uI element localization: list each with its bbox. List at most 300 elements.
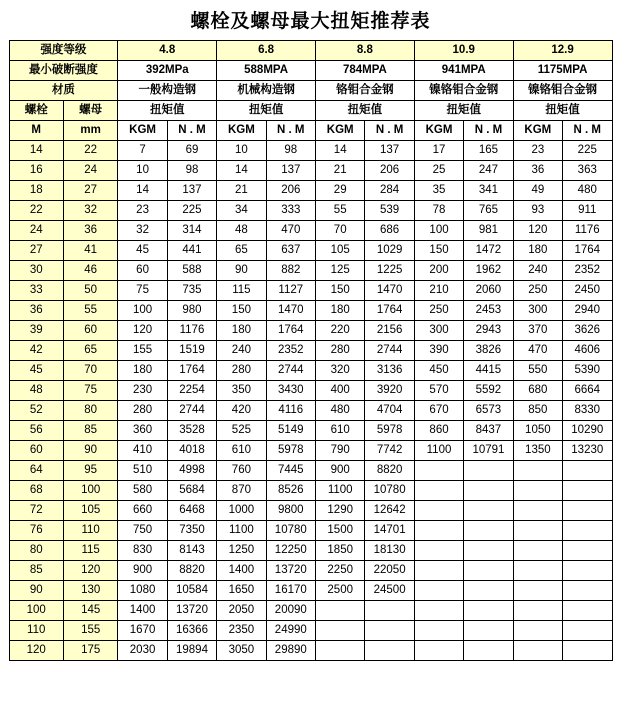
cell-torque-nm: 735 [167, 281, 216, 301]
cell-torque-kgm: 390 [414, 341, 463, 361]
cell-torque-kgm: 48 [217, 221, 266, 241]
cell-torque-nm: 2453 [464, 301, 513, 321]
strength-grade-1: 4.8 [118, 41, 217, 61]
cell-torque-nm: 588 [167, 261, 216, 281]
cell-torque-nm: 441 [167, 241, 216, 261]
cell-torque-kgm: 240 [513, 261, 562, 281]
table-row [9, 321, 612, 341]
cell-torque-kgm: 900 [118, 561, 167, 581]
cell-nut-size: 155 [63, 621, 117, 641]
cell-empty [563, 561, 612, 581]
cell-torque-nm: 137 [167, 181, 216, 201]
material-5: 镍铬钼合金钢 [513, 81, 612, 101]
strength-grade-4: 10.9 [414, 41, 513, 61]
cell-torque-nm: 8526 [266, 481, 315, 501]
cell-nut-size: 22 [63, 141, 117, 161]
cell-nut-size: 27 [63, 181, 117, 201]
cell-torque-kgm: 580 [118, 481, 167, 501]
cell-empty [563, 481, 612, 501]
row-min-break-strength [9, 61, 612, 81]
cell-torque-kgm: 25 [414, 161, 463, 181]
cell-torque-kgm: 21 [217, 181, 266, 201]
cell-bolt-size: 42 [9, 341, 63, 361]
cell-torque-nm: 20090 [266, 601, 315, 621]
cell-torque-kgm: 35 [414, 181, 463, 201]
cell-torque-nm: 363 [563, 161, 612, 181]
cell-torque-kgm: 250 [513, 281, 562, 301]
cell-torque-nm: 911 [563, 201, 612, 221]
cell-torque-nm: 1519 [167, 341, 216, 361]
cell-torque-nm: 7350 [167, 521, 216, 541]
cell-empty [414, 461, 463, 481]
cell-torque-kgm: 320 [316, 361, 365, 381]
cell-torque-nm: 4116 [266, 401, 315, 421]
cell-torque-kgm: 280 [118, 401, 167, 421]
cell-torque-nm: 980 [167, 301, 216, 321]
cell-nut-size: 115 [63, 541, 117, 561]
cell-torque-kgm: 610 [217, 441, 266, 461]
min-break-4: 941MPA [414, 61, 513, 81]
cell-torque-nm: 13230 [563, 441, 612, 461]
cell-nut-size: 75 [63, 381, 117, 401]
cell-torque-nm: 7742 [365, 441, 414, 461]
cell-nut-size: 32 [63, 201, 117, 221]
torque-label-2: 扭矩值 [217, 101, 316, 121]
cell-torque-nm: 137 [365, 141, 414, 161]
cell-torque-nm: 4415 [464, 361, 513, 381]
cell-torque-kgm: 1250 [217, 541, 266, 561]
cell-torque-nm: 2254 [167, 381, 216, 401]
table-row [9, 581, 612, 601]
cell-empty [563, 501, 612, 521]
table-row [9, 341, 612, 361]
material-1: 一般构造钢 [118, 81, 217, 101]
cell-empty [464, 601, 513, 621]
cell-torque-nm: 19894 [167, 641, 216, 661]
cell-torque-kgm: 480 [316, 401, 365, 421]
cell-empty [316, 601, 365, 621]
cell-torque-kgm: 2350 [217, 621, 266, 641]
table-row [9, 381, 612, 401]
cell-torque-nm: 225 [167, 201, 216, 221]
cell-torque-nm: 18130 [365, 541, 414, 561]
cell-empty [513, 641, 562, 661]
cell-bolt-size: 33 [9, 281, 63, 301]
material-4: 镍铬钼合金钢 [414, 81, 513, 101]
table-row [9, 501, 612, 521]
cell-empty [464, 541, 513, 561]
cell-empty [414, 641, 463, 661]
cell-torque-kgm: 1100 [316, 481, 365, 501]
cell-nut-size: 175 [63, 641, 117, 661]
cell-torque-kgm: 660 [118, 501, 167, 521]
cell-torque-nm: 2744 [365, 341, 414, 361]
cell-torque-kgm: 680 [513, 381, 562, 401]
cell-torque-kgm: 14 [217, 161, 266, 181]
cell-torque-nm: 8437 [464, 421, 513, 441]
cell-nut-size: 60 [63, 321, 117, 341]
cell-torque-nm: 5390 [563, 361, 612, 381]
cell-torque-nm: 6468 [167, 501, 216, 521]
cell-torque-kgm: 420 [217, 401, 266, 421]
cell-nut-size: 24 [63, 161, 117, 181]
cell-torque-nm: 637 [266, 241, 315, 261]
cell-torque-kgm: 900 [316, 461, 365, 481]
cell-empty [513, 561, 562, 581]
cell-torque-kgm: 55 [316, 201, 365, 221]
cell-torque-nm: 2940 [563, 301, 612, 321]
cell-torque-kgm: 125 [316, 261, 365, 281]
cell-torque-kgm: 120 [513, 221, 562, 241]
unit-nm-5: N . M [563, 121, 612, 141]
cell-empty [464, 561, 513, 581]
row-material [9, 81, 612, 101]
unit-kgm-4: KGM [414, 121, 463, 141]
table-row [9, 221, 612, 241]
cell-torque-kgm: 1670 [118, 621, 167, 641]
torque-label-5: 扭矩值 [513, 101, 612, 121]
table-row [9, 621, 612, 641]
cell-torque-nm: 3920 [365, 381, 414, 401]
cell-torque-kgm: 870 [217, 481, 266, 501]
cell-nut-size: 80 [63, 401, 117, 421]
cell-empty [365, 641, 414, 661]
cell-torque-nm: 3528 [167, 421, 216, 441]
cell-torque-kgm: 450 [414, 361, 463, 381]
cell-empty [414, 541, 463, 561]
cell-torque-nm: 1764 [266, 321, 315, 341]
cell-torque-nm: 5978 [266, 441, 315, 461]
cell-torque-nm: 7445 [266, 461, 315, 481]
cell-bolt-size: 48 [9, 381, 63, 401]
cell-torque-nm: 14701 [365, 521, 414, 541]
cell-empty [563, 601, 612, 621]
cell-nut-size: 36 [63, 221, 117, 241]
cell-nut-size: 50 [63, 281, 117, 301]
cell-bolt-size: 85 [9, 561, 63, 581]
cell-torque-nm: 1470 [365, 281, 414, 301]
cell-torque-nm: 8820 [167, 561, 216, 581]
cell-torque-nm: 13720 [167, 601, 216, 621]
cell-torque-kgm: 370 [513, 321, 562, 341]
cell-torque-kgm: 150 [217, 301, 266, 321]
cell-torque-kgm: 90 [217, 261, 266, 281]
cell-torque-nm: 206 [266, 181, 315, 201]
cell-torque-kgm: 180 [217, 321, 266, 341]
cell-nut-size: 65 [63, 341, 117, 361]
cell-torque-nm: 882 [266, 261, 315, 281]
cell-torque-nm: 29890 [266, 641, 315, 661]
table-row [9, 401, 612, 421]
cell-torque-kgm: 45 [118, 241, 167, 261]
cell-empty [365, 621, 414, 641]
nut-label: 螺母 [63, 101, 117, 121]
cell-torque-kgm: 180 [513, 241, 562, 261]
cell-torque-nm: 480 [563, 181, 612, 201]
cell-empty [513, 621, 562, 641]
cell-torque-nm: 13720 [266, 561, 315, 581]
cell-torque-kgm: 3050 [217, 641, 266, 661]
cell-empty [563, 621, 612, 641]
cell-bolt-size: 30 [9, 261, 63, 281]
cell-torque-nm: 6573 [464, 401, 513, 421]
cell-empty [513, 521, 562, 541]
cell-torque-nm: 10584 [167, 581, 216, 601]
cell-torque-kgm: 7 [118, 141, 167, 161]
cell-bolt-size: 22 [9, 201, 63, 221]
cell-torque-kgm: 510 [118, 461, 167, 481]
cell-torque-kgm: 1350 [513, 441, 562, 461]
cell-torque-kgm: 300 [513, 301, 562, 321]
cell-torque-kgm: 14 [118, 181, 167, 201]
cell-torque-nm: 2744 [167, 401, 216, 421]
cell-torque-kgm: 150 [316, 281, 365, 301]
cell-torque-kgm: 610 [316, 421, 365, 441]
cell-torque-kgm: 470 [513, 341, 562, 361]
cell-bolt-size: 56 [9, 421, 63, 441]
cell-bolt-size: 60 [9, 441, 63, 461]
cell-nut-size: 46 [63, 261, 117, 281]
cell-torque-kgm: 850 [513, 401, 562, 421]
cell-empty [513, 581, 562, 601]
torque-label-3: 扭矩值 [316, 101, 415, 121]
cell-nut-size: 90 [63, 441, 117, 461]
cell-torque-kgm: 60 [118, 261, 167, 281]
cell-bolt-size: 72 [9, 501, 63, 521]
cell-torque-kgm: 410 [118, 441, 167, 461]
cell-torque-kgm: 105 [316, 241, 365, 261]
cell-torque-kgm: 75 [118, 281, 167, 301]
cell-torque-kgm: 280 [316, 341, 365, 361]
table-row [9, 641, 612, 661]
cell-torque-kgm: 180 [316, 301, 365, 321]
cell-torque-nm: 4606 [563, 341, 612, 361]
cell-torque-nm: 98 [167, 161, 216, 181]
table-row [9, 561, 612, 581]
cell-bolt-size: 100 [9, 601, 63, 621]
cell-empty [513, 461, 562, 481]
cell-torque-kgm: 760 [217, 461, 266, 481]
cell-empty [563, 461, 612, 481]
cell-torque-nm: 2943 [464, 321, 513, 341]
cell-torque-kgm: 250 [414, 301, 463, 321]
cell-torque-nm: 24990 [266, 621, 315, 641]
cell-torque-nm: 539 [365, 201, 414, 221]
cell-bolt-size: 36 [9, 301, 63, 321]
cell-torque-nm: 24500 [365, 581, 414, 601]
cell-torque-nm: 98 [266, 141, 315, 161]
cell-bolt-size: 120 [9, 641, 63, 661]
cell-torque-kgm: 49 [513, 181, 562, 201]
cell-bolt-size: 110 [9, 621, 63, 641]
cell-nut-size: 41 [63, 241, 117, 261]
unit-kgm-3: KGM [316, 121, 365, 141]
cell-torque-kgm: 400 [316, 381, 365, 401]
cell-bolt-size: 24 [9, 221, 63, 241]
table-row [9, 441, 612, 461]
cell-torque-kgm: 155 [118, 341, 167, 361]
cell-torque-nm: 69 [167, 141, 216, 161]
cell-torque-kgm: 1080 [118, 581, 167, 601]
cell-empty [316, 641, 365, 661]
torque-label-4: 扭矩值 [414, 101, 513, 121]
cell-empty [513, 601, 562, 621]
cell-torque-nm: 8143 [167, 541, 216, 561]
cell-nut-size: 70 [63, 361, 117, 381]
table-row [9, 601, 612, 621]
unit-kgm-5: KGM [513, 121, 562, 141]
table-row [9, 161, 612, 181]
strength-grade-3: 8.8 [316, 41, 415, 61]
material-3: 铬钼合金钢 [316, 81, 415, 101]
cell-torque-kgm: 240 [217, 341, 266, 361]
cell-nut-size: 130 [63, 581, 117, 601]
table-row [9, 301, 612, 321]
cell-torque-nm: 206 [365, 161, 414, 181]
cell-torque-kgm: 65 [217, 241, 266, 261]
cell-torque-nm: 4704 [365, 401, 414, 421]
unit-kgm-1: KGM [118, 121, 167, 141]
cell-empty [464, 481, 513, 501]
cell-torque-nm: 1029 [365, 241, 414, 261]
cell-torque-nm: 981 [464, 221, 513, 241]
cell-torque-kgm: 750 [118, 521, 167, 541]
cell-torque-nm: 4018 [167, 441, 216, 461]
cell-torque-nm: 2352 [266, 341, 315, 361]
cell-torque-nm: 247 [464, 161, 513, 181]
strength-grade-5: 12.9 [513, 41, 612, 61]
torque-table [9, 40, 613, 661]
material-label: 材质 [9, 81, 118, 101]
cell-torque-kgm: 860 [414, 421, 463, 441]
unit-nm-2: N . M [266, 121, 315, 141]
unit-nm-1: N . M [167, 121, 216, 141]
cell-torque-nm: 9800 [266, 501, 315, 521]
cell-nut-size: 100 [63, 481, 117, 501]
cell-torque-nm: 12250 [266, 541, 315, 561]
table-row [9, 261, 612, 281]
cell-torque-kgm: 17 [414, 141, 463, 161]
cell-bolt-size: 39 [9, 321, 63, 341]
cell-torque-nm: 3136 [365, 361, 414, 381]
cell-nut-size: 120 [63, 561, 117, 581]
table-row [9, 461, 612, 481]
cell-torque-kgm: 100 [118, 301, 167, 321]
cell-empty [365, 601, 414, 621]
table-row [9, 421, 612, 441]
cell-empty [414, 601, 463, 621]
cell-torque-nm: 3626 [563, 321, 612, 341]
cell-torque-kgm: 1400 [217, 561, 266, 581]
cell-bolt-size: 14 [9, 141, 63, 161]
cell-empty [464, 621, 513, 641]
cell-empty [563, 521, 612, 541]
material-2: 机械构造钢 [217, 81, 316, 101]
cell-torque-kgm: 2050 [217, 601, 266, 621]
cell-torque-nm: 686 [365, 221, 414, 241]
cell-torque-nm: 16366 [167, 621, 216, 641]
cell-torque-kgm: 1050 [513, 421, 562, 441]
cell-torque-nm: 5149 [266, 421, 315, 441]
cell-bolt-size: 52 [9, 401, 63, 421]
cell-torque-nm: 314 [167, 221, 216, 241]
cell-torque-kgm: 100 [414, 221, 463, 241]
strength-grade-2: 6.8 [217, 41, 316, 61]
table-row [9, 141, 612, 161]
cell-torque-kgm: 1100 [414, 441, 463, 461]
cell-torque-nm: 765 [464, 201, 513, 221]
cell-bolt-size: 76 [9, 521, 63, 541]
cell-empty [513, 501, 562, 521]
cell-torque-nm: 137 [266, 161, 315, 181]
cell-bolt-size: 27 [9, 241, 63, 261]
cell-torque-kgm: 180 [118, 361, 167, 381]
cell-torque-nm: 1764 [167, 361, 216, 381]
table-row [9, 281, 612, 301]
cell-torque-nm: 1176 [167, 321, 216, 341]
cell-empty [464, 461, 513, 481]
cell-torque-kgm: 1500 [316, 521, 365, 541]
cell-torque-kgm: 525 [217, 421, 266, 441]
cell-torque-kgm: 210 [414, 281, 463, 301]
cell-torque-nm: 8820 [365, 461, 414, 481]
table-row [9, 361, 612, 381]
cell-empty [464, 581, 513, 601]
cell-torque-nm: 1176 [563, 221, 612, 241]
cell-torque-nm: 10780 [365, 481, 414, 501]
cell-torque-nm: 1962 [464, 261, 513, 281]
cell-bolt-size: 80 [9, 541, 63, 561]
cell-nut-size: 105 [63, 501, 117, 521]
cell-torque-nm: 5684 [167, 481, 216, 501]
table-row [9, 201, 612, 221]
cell-nut-size: 110 [63, 521, 117, 541]
cell-empty [563, 541, 612, 561]
cell-torque-kgm: 1000 [217, 501, 266, 521]
cell-empty [414, 481, 463, 501]
cell-bolt-size: 64 [9, 461, 63, 481]
cell-torque-kgm: 10 [118, 161, 167, 181]
cell-torque-nm: 333 [266, 201, 315, 221]
cell-torque-kgm: 550 [513, 361, 562, 381]
cell-nut-size: 95 [63, 461, 117, 481]
cell-torque-kgm: 280 [217, 361, 266, 381]
page-title: 螺栓及螺母最大扭矩推荐表 [190, 11, 431, 32]
cell-torque-kgm: 2250 [316, 561, 365, 581]
cell-torque-kgm: 2030 [118, 641, 167, 661]
cell-torque-kgm: 32 [118, 221, 167, 241]
cell-torque-nm: 4998 [167, 461, 216, 481]
cell-empty [513, 541, 562, 561]
min-break-2: 588MPA [217, 61, 316, 81]
cell-nut-size: 85 [63, 421, 117, 441]
cell-torque-kgm: 1650 [217, 581, 266, 601]
row-strength-grade [9, 41, 612, 61]
min-break-1: 392MPa [118, 61, 217, 81]
cell-torque-nm: 2450 [563, 281, 612, 301]
cell-empty [414, 501, 463, 521]
cell-torque-kgm: 570 [414, 381, 463, 401]
cell-torque-nm: 8330 [563, 401, 612, 421]
cell-torque-nm: 12642 [365, 501, 414, 521]
unit-nut: mm [63, 121, 117, 141]
cell-torque-nm: 2060 [464, 281, 513, 301]
strength-grade-label: 强度等级 [9, 41, 118, 61]
cell-torque-nm: 2156 [365, 321, 414, 341]
cell-torque-nm: 5592 [464, 381, 513, 401]
min-break-3: 784MPA [316, 61, 415, 81]
cell-torque-kgm: 790 [316, 441, 365, 461]
